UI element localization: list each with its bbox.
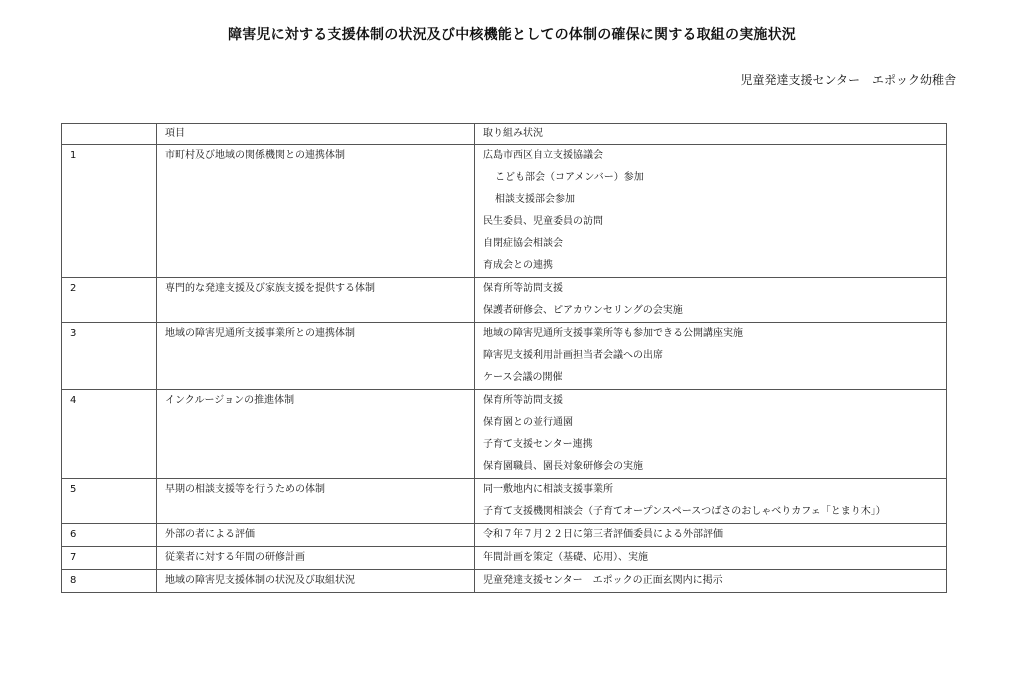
table-row [62, 145, 947, 278]
row-status [475, 547, 947, 570]
row-number: 3 [62, 323, 157, 390]
status-line: 障害児支援利用計画担当者会議への出席 [483, 350, 663, 361]
row-number: 2 [62, 278, 157, 323]
row-item: 地域の障害児通所支援事業所との連携体制 [157, 323, 475, 390]
table-row [62, 278, 947, 323]
table-row [62, 547, 947, 570]
row-item: 早期の相談支援等を行うための体制 [157, 479, 475, 524]
row-number: 4 [62, 390, 157, 479]
status-line: 地域の障害児通所支援事業所等も参加できる公開講座実施 [483, 328, 743, 339]
status-line: 保育所等訪問支援 [483, 283, 563, 294]
status-line: 令和７年７月２２日に第三者評価委員による外部評価 [483, 529, 723, 540]
table-row [62, 479, 947, 524]
status-line: 児童発達支援センター エポックの正面玄関内に掲示 [483, 575, 723, 586]
table-row [62, 390, 947, 479]
document-title: 障害児に対する支援体制の状況及び中核機能としての体制の確保に関する取組の実施状況 [228, 27, 796, 43]
row-number: 7 [62, 547, 157, 570]
table-row [62, 570, 947, 593]
organization-name: 児童発達支援センター エポック幼稚舎 [740, 73, 956, 87]
status-line: 保育園職員、園長対象研修会の実施 [483, 461, 643, 472]
table-header-row [62, 124, 947, 145]
status-table [61, 123, 947, 593]
row-status [475, 570, 947, 593]
row-status [475, 278, 947, 323]
row-item: 外部の者による評価 [157, 524, 475, 547]
header-status: 取り組み状況 [475, 124, 947, 145]
status-line: 広島市西区自立支援協議会 [483, 150, 603, 161]
row-item: 市町村及び地域の関係機関との連携体制 [157, 145, 475, 278]
row-status [475, 323, 947, 390]
row-number: 5 [62, 479, 157, 524]
table-row [62, 323, 947, 390]
row-item: 従業者に対する年間の研修計画 [157, 547, 475, 570]
row-item: 専門的な発達支援及び家族支援を提供する体制 [157, 278, 475, 323]
status-line: ケース会議の開催 [483, 372, 563, 383]
row-number: 1 [62, 145, 157, 278]
header-number [62, 124, 157, 145]
row-number: 6 [62, 524, 157, 547]
status-line: 保育所等訪問支援 [483, 395, 563, 406]
row-item: インクルージョンの推進体制 [157, 390, 475, 479]
status-line: 同一敷地内に相談支援事業所 [483, 484, 613, 495]
status-line: 子育て支援センター連携 [483, 439, 593, 450]
status-line: 子育て支援機関相談会（子育てオープンスペースつばさのおしゃべりカフェ「とまり木」） [483, 506, 886, 517]
row-status [475, 390, 947, 479]
table-row [62, 524, 947, 547]
row-status [475, 145, 947, 278]
status-line: 相談支援部会参加 [495, 194, 575, 205]
status-line: 年間計画を策定（基礎、応用）、実施 [483, 552, 648, 563]
status-line: 保護者研修会、ピアカウンセリングの会実施 [483, 305, 683, 316]
row-item: 地域の障害児支援体制の状況及び取組状況 [157, 570, 475, 593]
row-number: 8 [62, 570, 157, 593]
row-status [475, 479, 947, 524]
status-line: 育成会との連携 [483, 260, 553, 271]
status-line: 自閉症協会相談会 [483, 238, 563, 249]
status-line: こども部会（コアメンバー）参加 [495, 172, 644, 183]
status-line: 民生委員、児童委員の訪問 [483, 216, 603, 227]
header-item: 項目 [157, 124, 475, 145]
status-line: 保育園との並行通園 [483, 417, 573, 428]
row-status [475, 524, 947, 547]
